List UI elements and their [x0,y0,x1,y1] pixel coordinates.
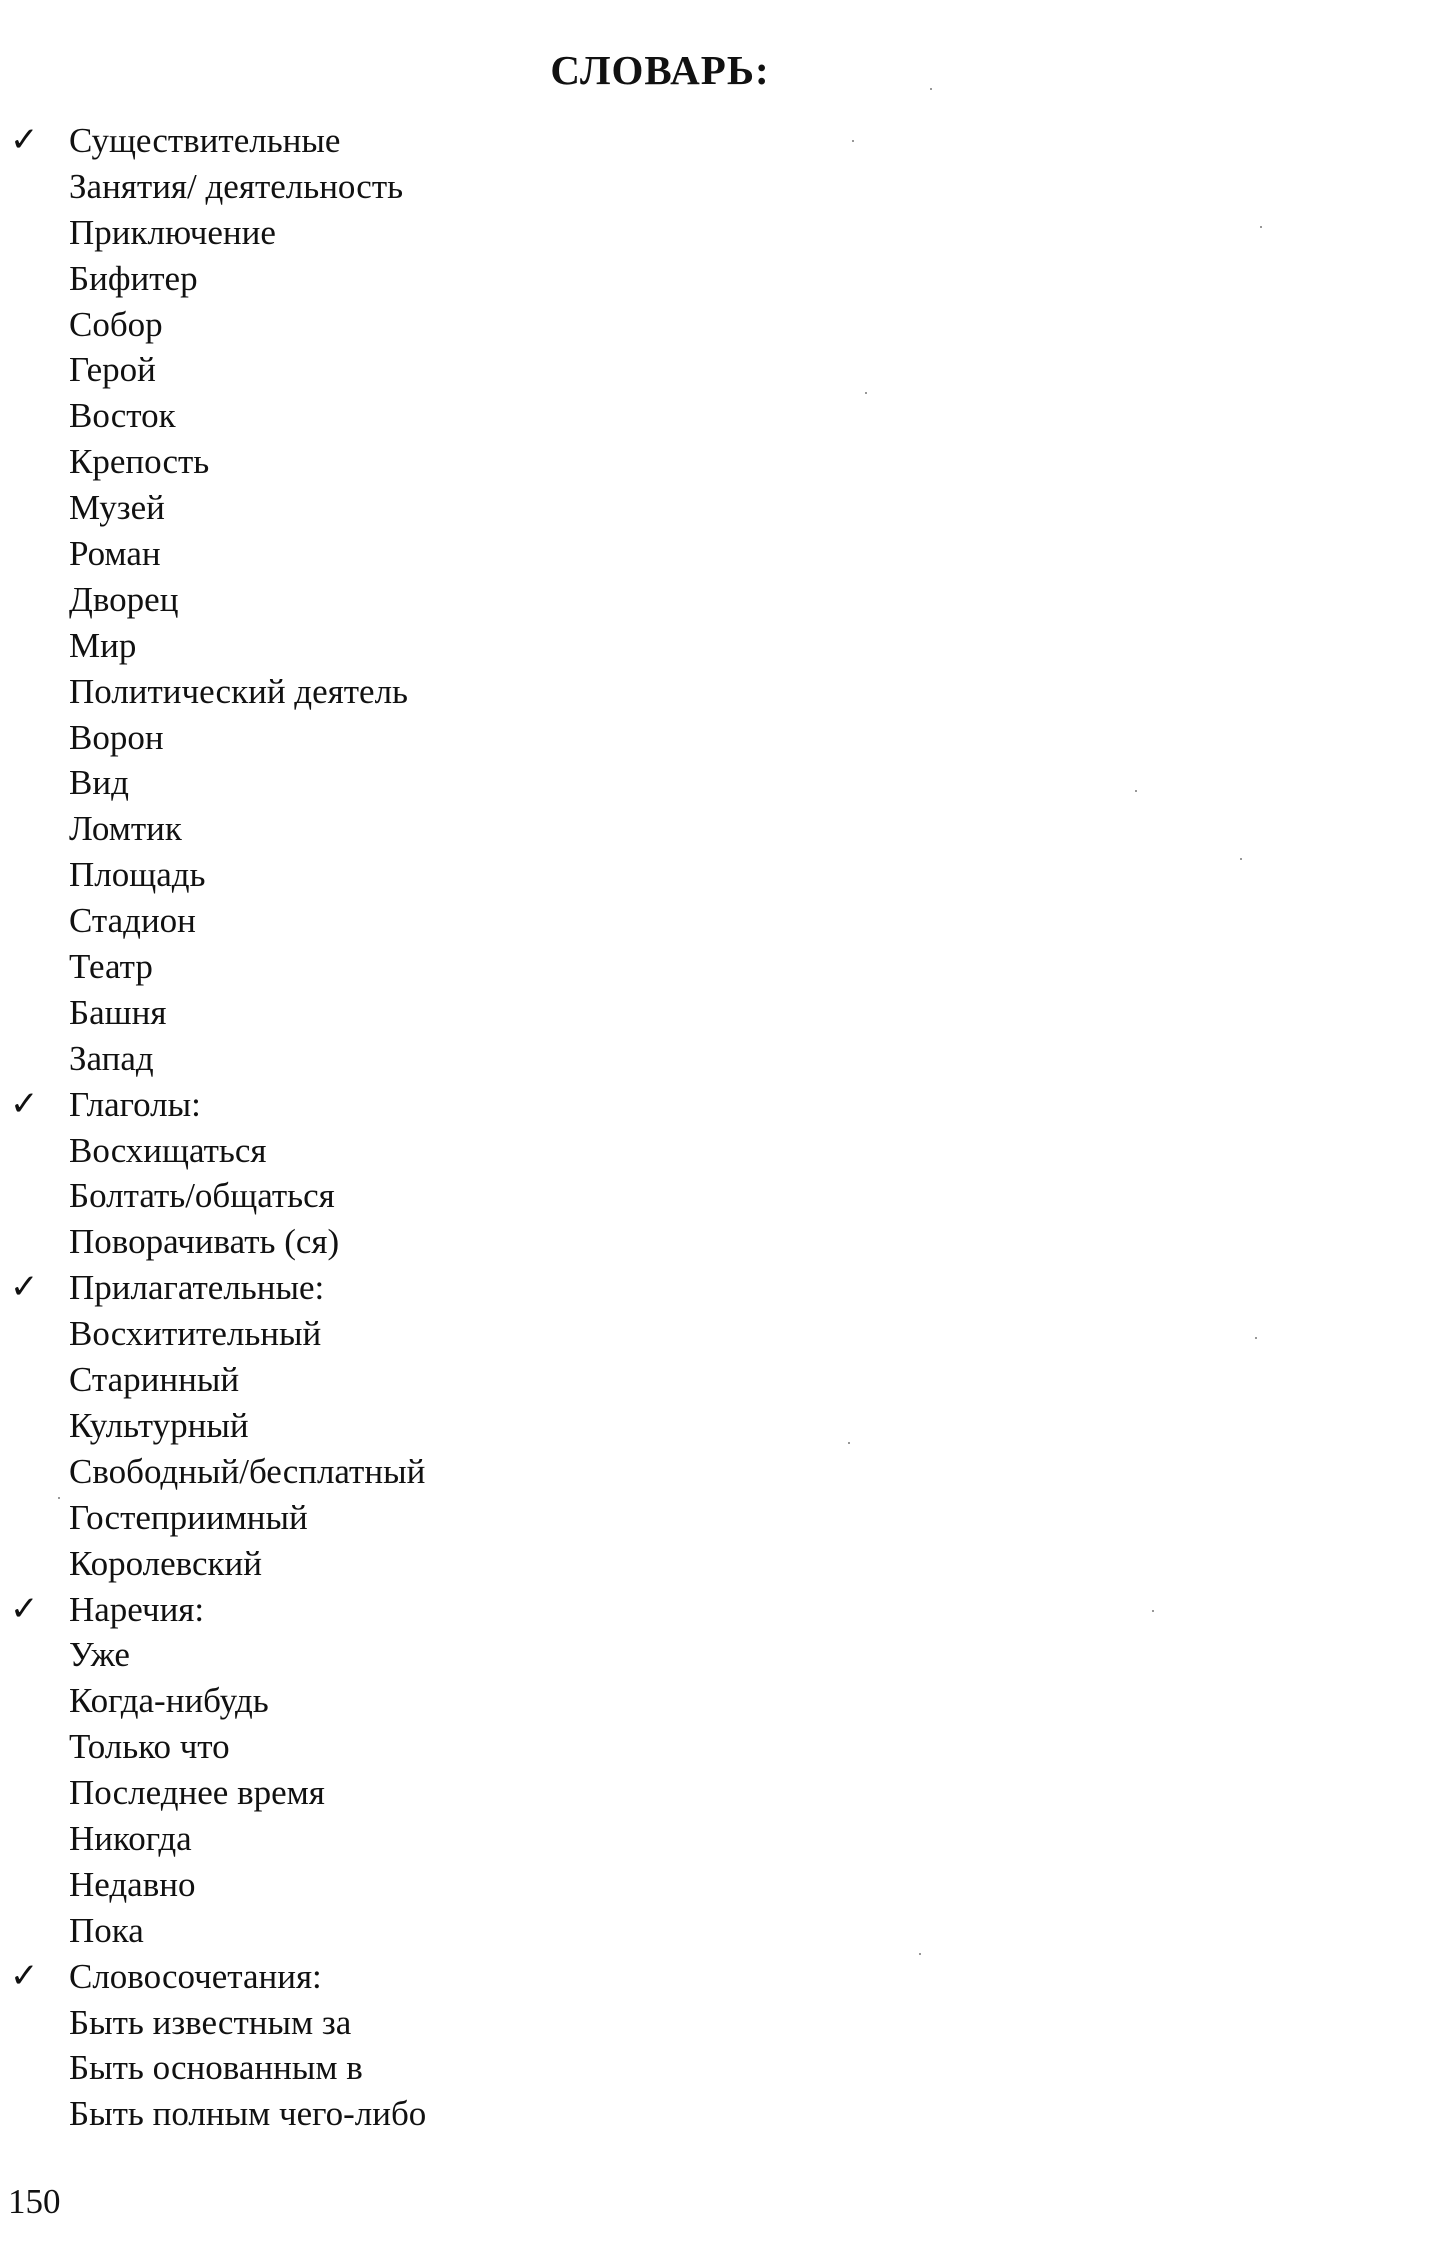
vocab-word: Крепость [69,442,210,482]
page-number: 150 [8,2182,61,2221]
vocab-word: Быть известным за [69,2002,352,2042]
section-heading [0,1954,426,2000]
scan-speck [1260,226,1262,228]
scan-speck [1152,1610,1154,1612]
vocab-word: Театр [69,947,153,987]
scan-speck [930,88,932,90]
vocab-word: Башня [69,992,167,1032]
vocab-word: Пока [69,1910,144,1950]
scan-speck [1240,858,1242,860]
vocab-word: Уже [69,1635,130,1675]
section-heading [0,1587,426,1633]
scan-speck [1255,1337,1257,1339]
vocab-word: Болтать/общаться [69,1176,335,1216]
vocab-word: Восхитительный [69,1314,322,1354]
scan-speck [919,1953,921,1955]
vocab-word: Поворачивать (ся) [69,1222,340,1262]
vocab-word: Герой [69,350,156,390]
section-heading [0,118,426,164]
scan-speck [1135,790,1137,792]
vocab-word: Собор [69,304,163,344]
vocab-word: Когда-нибудь [69,1681,269,1721]
section-heading-text: Словосочетания: [69,1956,322,1996]
vocab-word: Вид [69,763,129,803]
section-heading-text: Существительные [69,121,341,160]
vocab-word: Никогда [69,1818,192,1858]
vocab-word: Стадион [69,901,196,941]
vocab-word: Гостеприимный [69,1497,308,1537]
vocab-word: Последнее время [69,1773,325,1813]
vocab-word: Старинный [69,1360,240,1400]
section-heading-text: Наречия: [69,1589,205,1629]
vocabulary-list [0,118,426,2137]
scan-speck [865,392,867,394]
vocab-word: Музей [69,488,165,528]
section-heading-text: Прилагательные: [69,1268,325,1308]
vocab-word: Быть полным чего-либо [69,2094,427,2134]
section-heading [0,1265,426,1311]
vocab-word: Недавно [69,1864,196,1904]
section-heading [0,1082,426,1128]
vocab-word: Приключение [69,212,276,252]
vocab-word: Занятия/ деятельность [69,166,404,206]
section-heading-text: Глаголы: [69,1084,201,1124]
checkmark-icon: ✓ [10,120,39,160]
scan-speck [58,1497,60,1499]
checkmark-icon: ✓ [10,1267,39,1308]
vocab-word: Ворон [69,717,164,757]
vocab-word: Мир [69,625,137,665]
page-title: СЛОВАРЬ: [550,47,770,93]
scan-speck [852,140,854,142]
vocab-word: Королевский [69,1543,262,1583]
vocab-word: Ломтик [69,809,182,849]
checkmark-icon: ✓ [10,1083,39,1124]
vocab-word: Культурный [69,1405,249,1445]
vocab-word: Дворец [69,579,179,619]
scan-speck [848,1442,850,1444]
vocab-word: Политический деятель [69,671,408,711]
vocab-word: Быть основанным в [69,2048,363,2088]
vocab-word: Бифитер [69,258,198,298]
vocab-word: Свободный/бесплатный [69,1451,426,1491]
vocab-word: Запад [69,1038,154,1078]
vocab-word: Восхищаться [69,1130,267,1170]
checkmark-icon: ✓ [10,1955,39,1996]
vocab-word: Площадь [69,855,206,895]
vocab-word: Восток [69,396,176,436]
checkmark-icon: ✓ [10,1588,39,1629]
vocab-word: Только что [69,1727,230,1767]
vocab-word: Роман [69,534,161,574]
